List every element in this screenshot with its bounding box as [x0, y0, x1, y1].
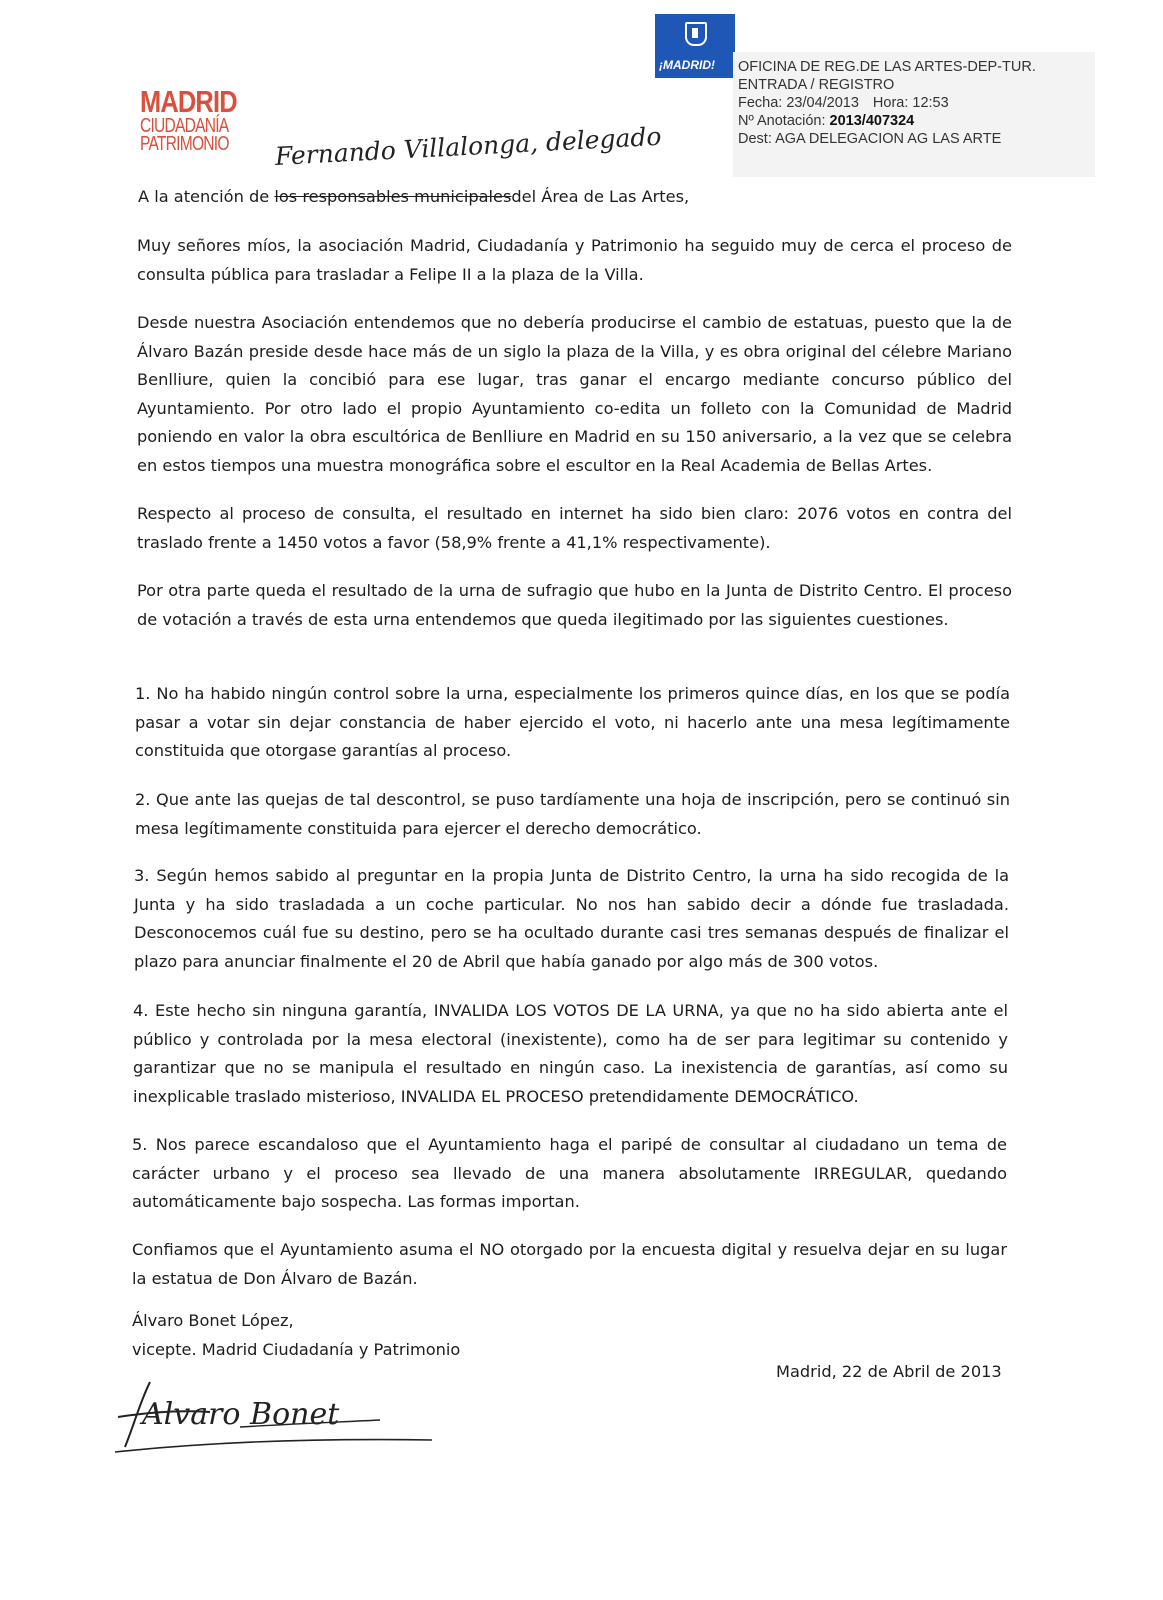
association-logo: [140, 84, 237, 155]
salutation-suffix: del Área de Las Artes,: [511, 187, 690, 206]
list-item: 2. Que ante las quejas de tal descontrol, se puso tardíamente una hoja de inscripción, pero se continuó sin mesa legítimamente constituida para ejercer el derecho democrático.: [135, 790, 1010, 838]
paragraph: Por otra parte queda el resultado de la urna de sufragio que hubo en la Junta de Distrito Centro. El proceso de votación a través de esta urna entendemos que queda ilegitimado por las siguientes cuestiones.: [137, 581, 1012, 629]
paragraph: Muy señores míos, la asociación Madrid, Ciudadanía y Patrimonio ha seguido muy de cerca el proceso de consulta pública para trasladar a Felipe II a la plaza de la Villa.: [137, 236, 1012, 284]
madrid-city-badge: [655, 14, 735, 78]
list-item: 1. No ha habido ningún control sobre la urna, especialmente los primeros quince días, en los que se podía pasar a votar sin dejar constancia de haber ejercido el voto, ni hacerlo ante una mesa legítimamente constituida que otorgase garantías al proceso.: [135, 684, 1010, 760]
badge-text: ¡MADRID!: [659, 58, 715, 72]
registry-office: OFICINA DE REG.DE LAS ARTES-DEP-TUR.: [738, 59, 1036, 75]
paragraph: Desde nuestra Asociación entendemos que no debería producirse el cambio de estatuas, puesto que la de Álvaro Bazán preside desde hace más de un siglo la plaza de la Villa, y es obra original del célebre Mariano Benlliure, quien la concibió para ese lugar, tras ganar el encargo mediante concurso público del Ayuntamiento. Por otro lado el propio Ayuntamiento co-edita un folleto con la Comunidad de Madrid poniendo en valor la obra escultórica de Benlliure en Madrid en su 150 aniversario, a la vez que se celebra en estos tiempos una muestra monográfica sobre el escultor en la Real Academia de Bellas Artes.: [137, 313, 1012, 475]
logo-line-2: CIUDADANÍA: [140, 114, 229, 137]
registry-type: ENTRADA / REGISTRO: [738, 77, 895, 93]
struck-text: los responsables municipales: [274, 187, 512, 206]
salutation-prefix: A la atención de: [138, 187, 275, 206]
registry-number-row: [738, 112, 1036, 130]
registry-stamp: [738, 58, 1036, 148]
letter-date: Madrid, 22 de Abril de 2013: [776, 1362, 1002, 1381]
signer-name: Álvaro Bonet López,: [132, 1311, 294, 1330]
handwritten-signature: [110, 1372, 440, 1462]
madrid-crest-icon: [685, 22, 707, 46]
logo-line-1: MADRID: [140, 84, 237, 119]
hora-label: Hora:: [872, 95, 909, 111]
paragraph: Respecto al proceso de consulta, el resultado en internet ha sido bien claro: 2076 votos en contra del traslado frente a 1450 votos a favor (58,9% frente a 41,1% respectivamente).: [137, 504, 1012, 552]
anotacion-value: 2013/407324: [829, 113, 915, 129]
list-item: 5. Nos parece escandaloso que el Ayuntamiento haga el paripé de consultar al ciudadano un tema de carácter urbano y el proceso sea llevado de una manera absolutamente IRREGULAR, quedando automáticamente bajo sospecha. Las formas importan.: [132, 1135, 1007, 1211]
list-item: 3. Según hemos sabido al preguntar en la propia Junta de Distrito Centro, la urna ha sido recogida de la Junta y ha sido trasladada a un coche particular. No nos han sabido decir a dónde fue trasladada. Desconocemos cuál fue su destino, pero se ha ocultado durante casi tres semanas después de finalizar el plazo para anunciar finalmente el 20 de Abril que había ganado por algo más de 300 votos.: [134, 866, 1009, 971]
fecha-label: Fecha:: [738, 95, 783, 111]
signature-text: Alvaro Bonet: [142, 1397, 340, 1432]
anotacion-label: Nº Anotación:: [738, 113, 826, 129]
handwritten-addressee: Fernando Villalonga, delegado: [274, 121, 663, 171]
hora-value: 12:53: [912, 95, 949, 111]
signer-role: vicepte. Madrid Ciudadanía y Patrimonio: [132, 1339, 461, 1359]
registry-date-row: [738, 94, 1036, 112]
fecha-value: 23/04/2013: [786, 95, 859, 111]
list-item: 4. Este hecho sin ninguna garantía, INVALIDA LOS VOTOS DE LA URNA, ya que no ha sido abierta ante el público y controlada por la mesa electoral (inexistente), como ha de ser para legitimar su contenido y garantizar que no se manipula el resultado en ningún caso. La inexistencia de garantías, así como su inexplicable traslado misterioso, INVALIDA EL PROCESO pretendidamente DEMOCRÁTICO.: [133, 1001, 1008, 1106]
paragraph: Confiamos que el Ayuntamiento asuma el NO otorgado por la encuesta digital y resuelva dejar en su lugar la estatua de Don Álvaro de Bazán.: [132, 1240, 1007, 1288]
logo-line-3: PATRIMONIO: [140, 132, 229, 155]
signer-block: [132, 1307, 732, 1364]
registry-destination: Dest: AGA DELEGACION AG LAS ARTE: [738, 131, 1002, 147]
salutation: [138, 183, 1038, 212]
